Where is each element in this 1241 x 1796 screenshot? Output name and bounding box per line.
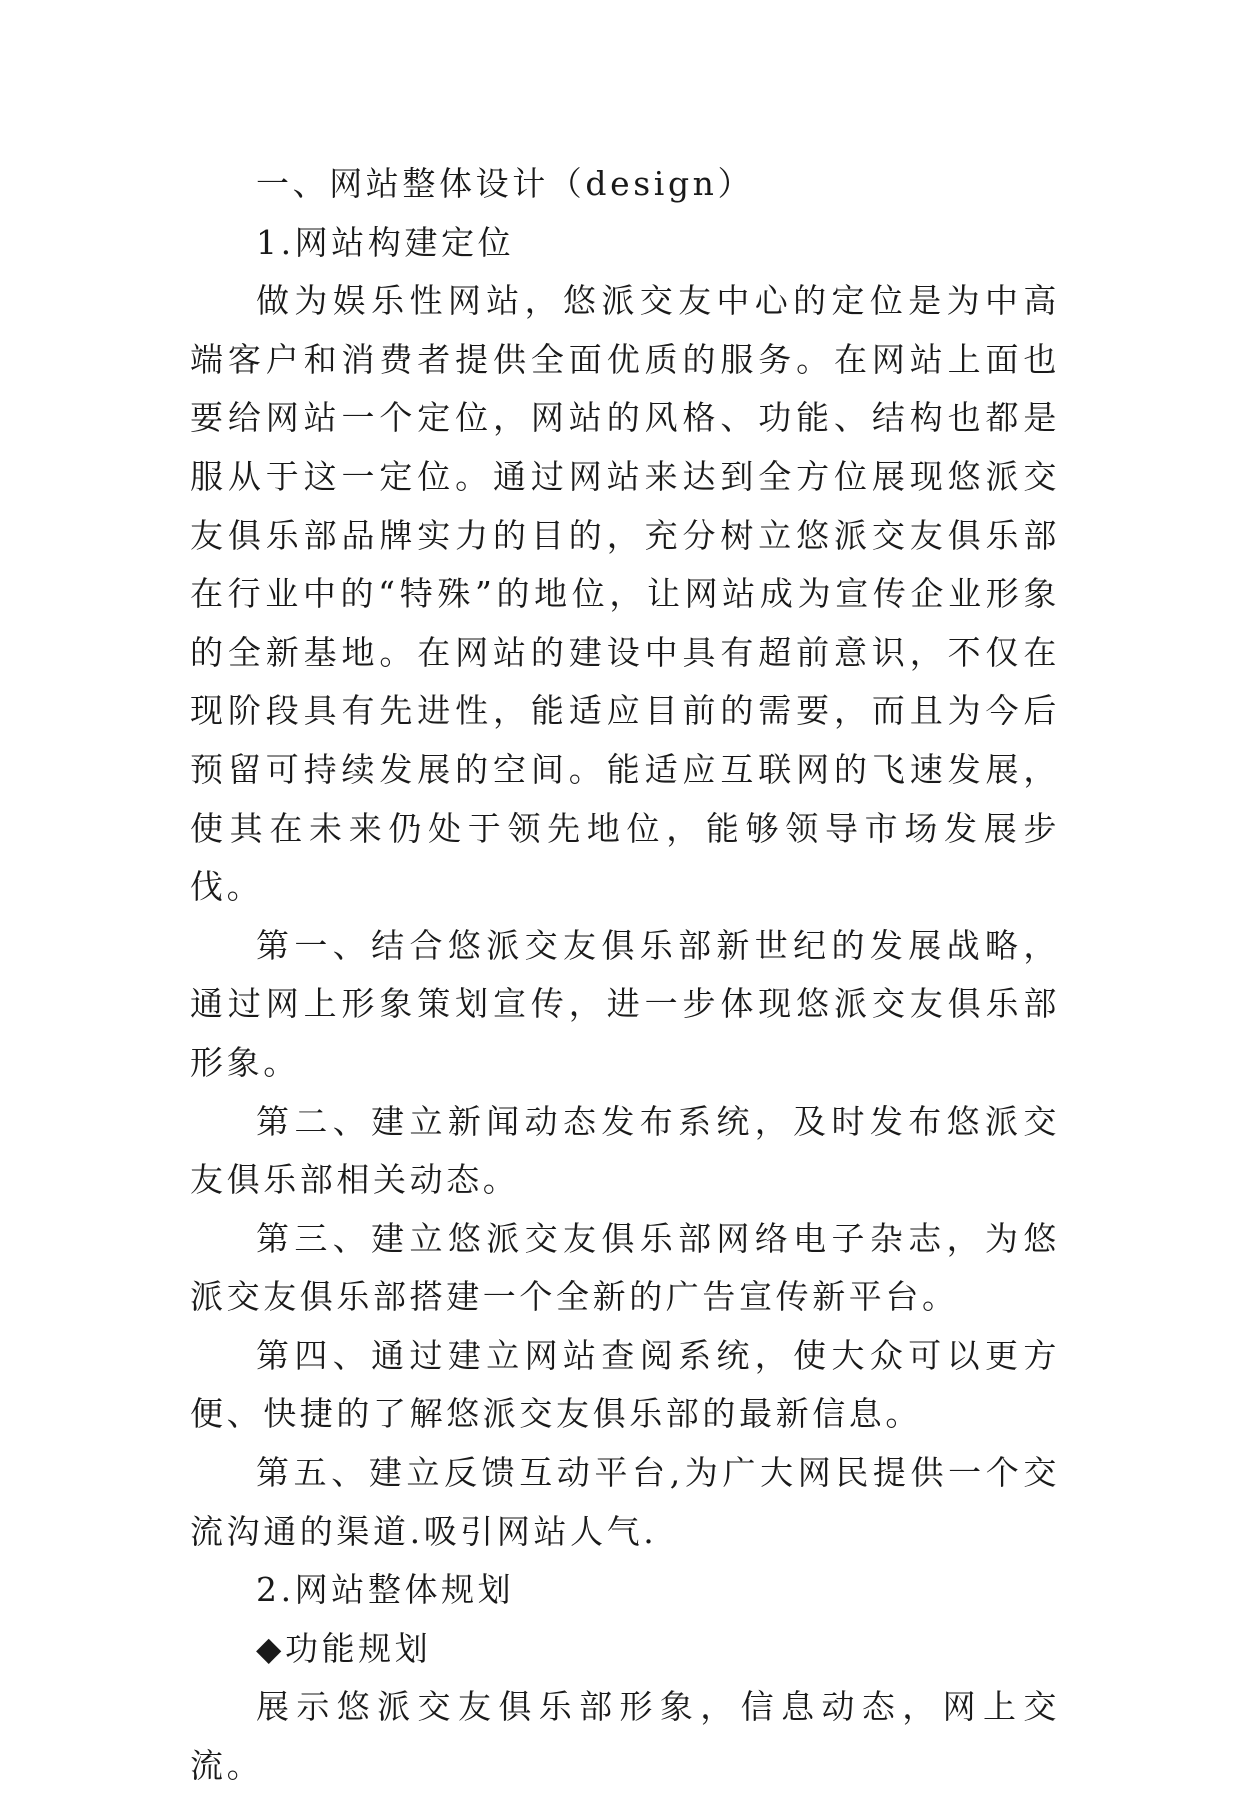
- paragraph-function: 展示悠派交友俱乐部形象，信息动态，网上交流。: [190, 1687, 1060, 1786]
- list-item-first: 第一、结合悠派交友俱乐部新世纪的发展战略，通过网上形象策划宣传，进一步体现悠派交友俱乐部形象。: [190, 925, 1060, 1082]
- list-item-second: 第二、建立新闻动态发布系统，及时发布悠派交友俱乐部相关动态。: [190, 1101, 1060, 1200]
- list-item-fourth: 第四、通过建立网站查阅系统，使大众可以更方便、快捷的了解悠派交友俱乐部的最新信息。: [190, 1335, 1060, 1434]
- sub-heading-positioning: 1.网站构建定位: [256, 222, 515, 262]
- paragraph-positioning: 做为娱乐性网站，悠派交友中心的定位是为中高端客户和消费者提供全面优质的服务。在网站上面也要给网站一个定位，网站的风格、功能、结构也都是服从于这一定位。通过网站来达到全方位展现悠派交友俱乐部品牌实力的目的，充分树立悠派交友俱乐部在行业中的“特殊”的地位，让网站成为宣传企业形象的全新基地。在网站的建设中具有超前意识，不仅在现阶段具有先进性，能适应目前的需要，而且为今后预留可持续发展的空间。能适应互联网的飞速发展，使其在未来仍处于领先地位，能够领导市场发展步伐。: [190, 281, 1060, 907]
- list-item-third: 第三、建立悠派交友俱乐部网络电子杂志，为悠派交友俱乐部搭建一个全新的广告宣传新平台。: [190, 1218, 1060, 1317]
- list-item-fifth: 第五、建立反馈互动平台,为广大网民提供一个交流沟通的渠道.吸引网站人气.: [190, 1453, 1060, 1551]
- sub-heading-function: ◆功能规划: [256, 1628, 432, 1668]
- section-heading: 一、网站整体设计（design）: [256, 164, 755, 203]
- document-page: [190, 155, 1060, 1796]
- sub-heading-planning: 2.网站整体规划: [256, 1570, 515, 1610]
